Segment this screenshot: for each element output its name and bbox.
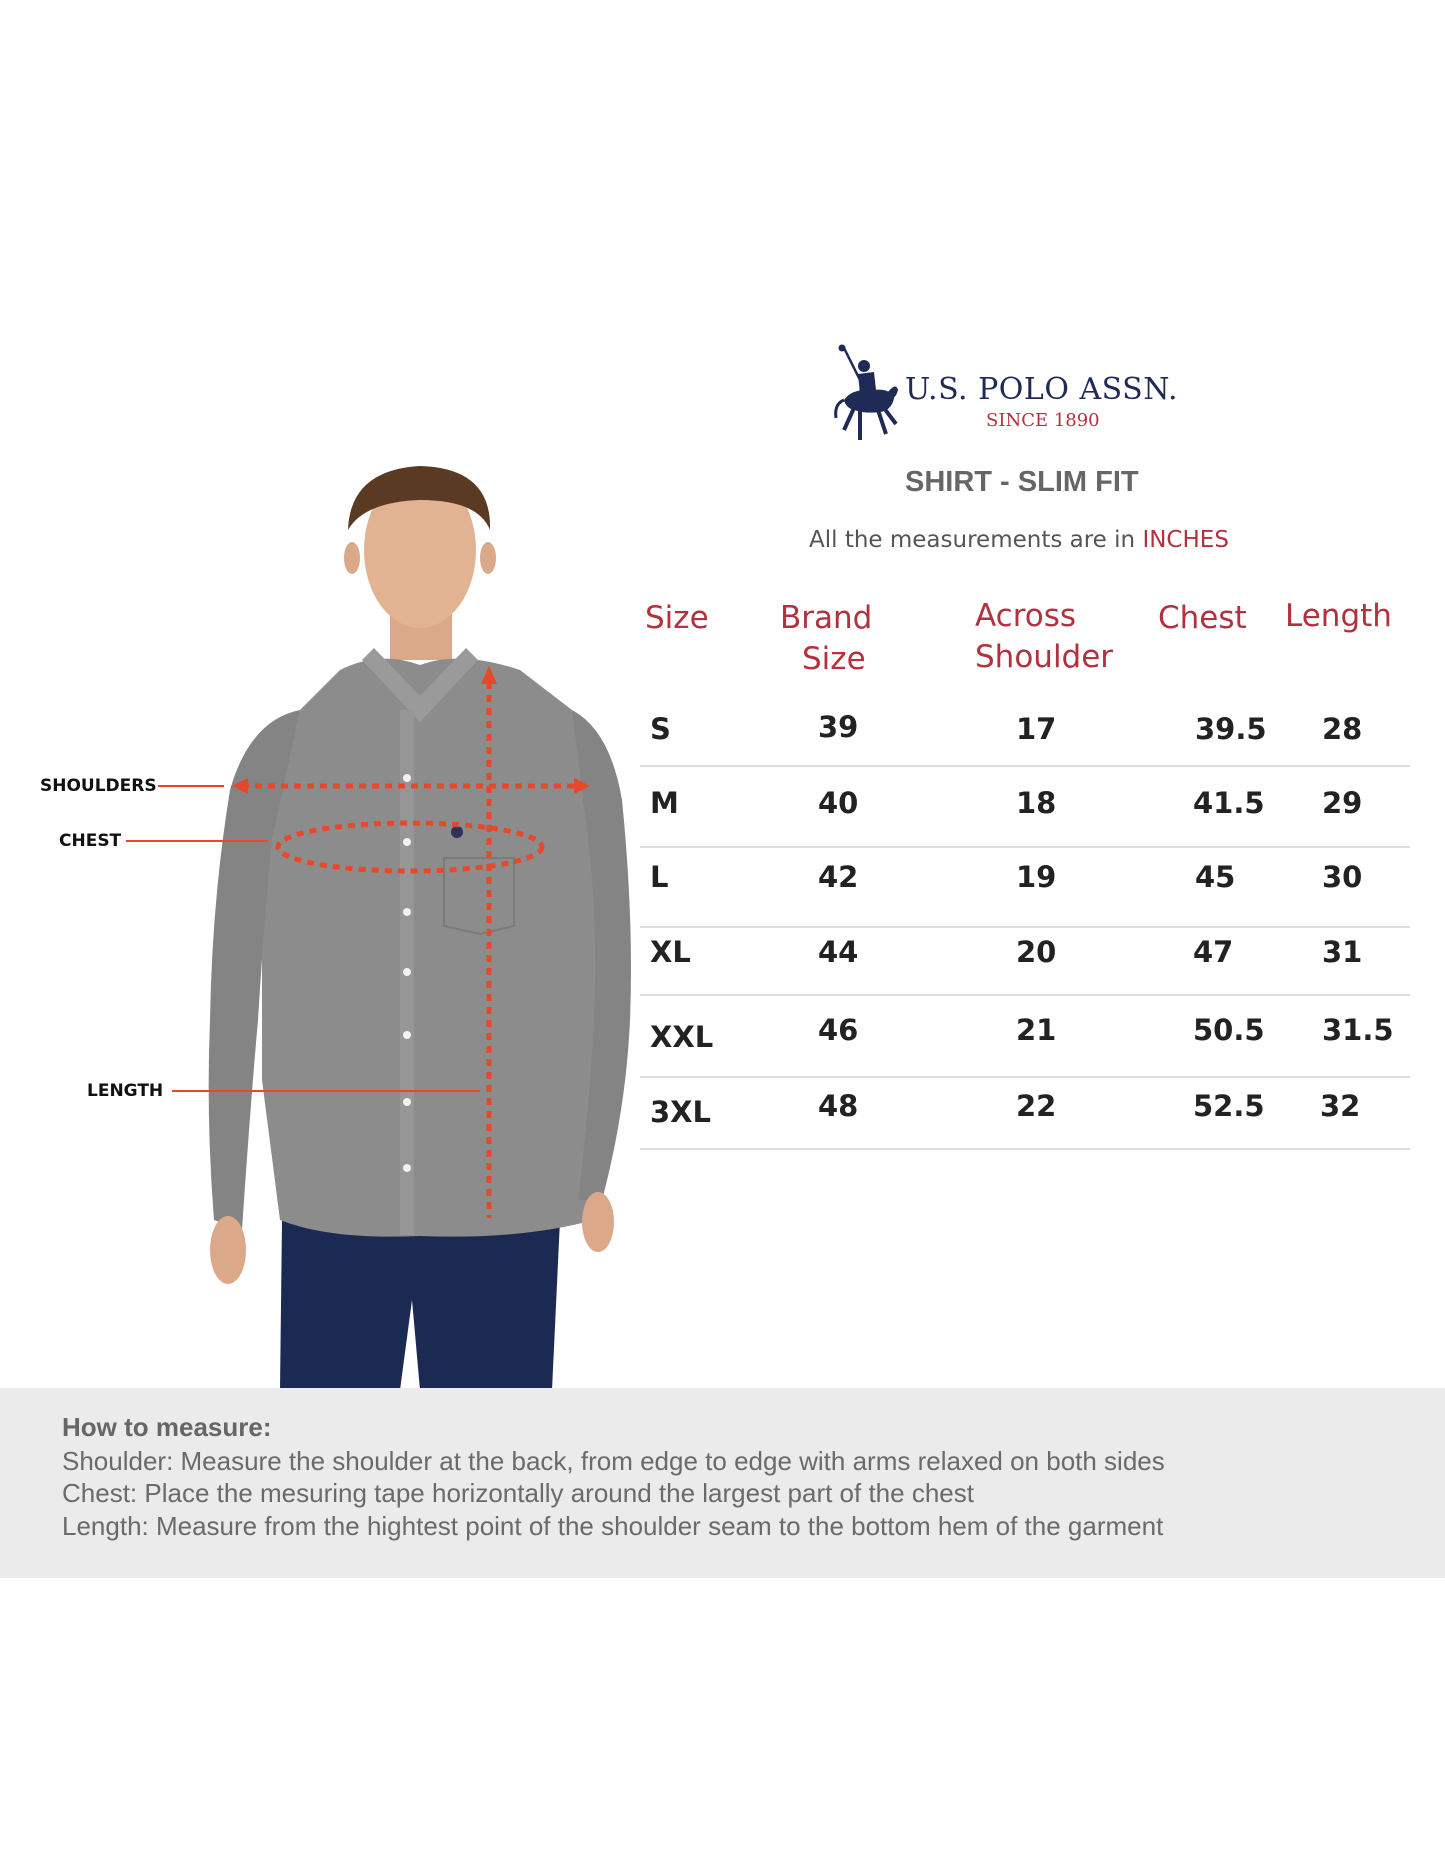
cell-brand-size: 40 (818, 786, 859, 820)
cell-chest: 45 (1195, 860, 1236, 894)
callout-shoulders: SHOULDERS (40, 776, 157, 796)
polo-player-logo-icon (830, 344, 900, 448)
cell-length: 31 (1322, 935, 1363, 969)
units-note-prefix: All the measurements are in (809, 527, 1136, 553)
product-title: SHIRT - SLIM FIT (905, 466, 1139, 498)
callout-length: LENGTH (87, 1081, 164, 1101)
cell-chest: 39.5 (1195, 712, 1267, 746)
cell-brand-size: 44 (818, 935, 859, 969)
header-brand-size-line1: Brand (780, 600, 873, 636)
cell-across-shoulder: 21 (1016, 1013, 1057, 1047)
cell-size: L (650, 860, 669, 894)
model-figure (0, 460, 640, 1390)
cell-size: XXL (650, 1020, 714, 1054)
cell-chest: 47 (1193, 935, 1234, 969)
units-note-unit: INCHES (1142, 527, 1229, 553)
row-divider (640, 926, 1410, 928)
header-chest: Chest (1158, 600, 1247, 636)
row-divider (640, 846, 1410, 848)
cell-across-shoulder: 19 (1016, 860, 1057, 894)
cell-across-shoulder: 17 (1016, 712, 1057, 746)
cell-length: 29 (1322, 786, 1363, 820)
how-to-measure-heading: How to measure: (62, 1412, 272, 1442)
header-across-shoulder-line1: Across (975, 598, 1077, 634)
brand-since: SINCE 1890 (986, 410, 1100, 431)
cell-chest: 41.5 (1193, 786, 1265, 820)
how-to-measure-shoulder: Shoulder: Measure the shoulder at the back, from edge to edge with arms relaxed on both sides (62, 1446, 1165, 1476)
cell-across-shoulder: 22 (1016, 1089, 1057, 1123)
cell-size: 3XL (650, 1095, 712, 1129)
header-brand-size-line2: Size (802, 641, 866, 677)
cell-size: XL (650, 935, 691, 969)
cell-brand-size: 46 (818, 1013, 859, 1047)
header-size: Size (645, 600, 709, 636)
cell-length: 32 (1320, 1089, 1361, 1123)
how-to-measure-length: Length: Measure from the hightest point of the shoulder seam to the bottom hem of the garment (62, 1511, 1164, 1541)
units-note (809, 527, 1229, 553)
how-to-measure-chest: Chest: Place the mesuring tape horizontally around the largest part of the chest (62, 1478, 974, 1508)
cell-brand-size: 42 (818, 860, 859, 894)
row-divider (640, 1148, 1410, 1150)
cell-chest: 52.5 (1193, 1089, 1265, 1123)
cell-length: 30 (1322, 860, 1363, 894)
cell-size: S (650, 712, 671, 746)
cell-brand-size: 48 (818, 1089, 859, 1123)
cell-chest: 50.5 (1193, 1013, 1265, 1047)
cell-across-shoulder: 20 (1016, 935, 1057, 969)
header-across-shoulder-line2: Shoulder (975, 639, 1114, 675)
row-divider (640, 1076, 1410, 1078)
cell-length: 31.5 (1322, 1013, 1394, 1047)
cell-across-shoulder: 18 (1016, 786, 1057, 820)
cell-length: 28 (1322, 712, 1363, 746)
row-divider (640, 994, 1410, 996)
brand-name: U.S. POLO ASSN. (905, 372, 1179, 407)
how-to-measure-panel (0, 1388, 1445, 1578)
row-divider (640, 765, 1410, 767)
cell-brand-size: 39 (818, 710, 859, 744)
header-length: Length (1285, 598, 1392, 634)
callout-chest: CHEST (59, 831, 122, 851)
cell-size: M (650, 786, 679, 820)
